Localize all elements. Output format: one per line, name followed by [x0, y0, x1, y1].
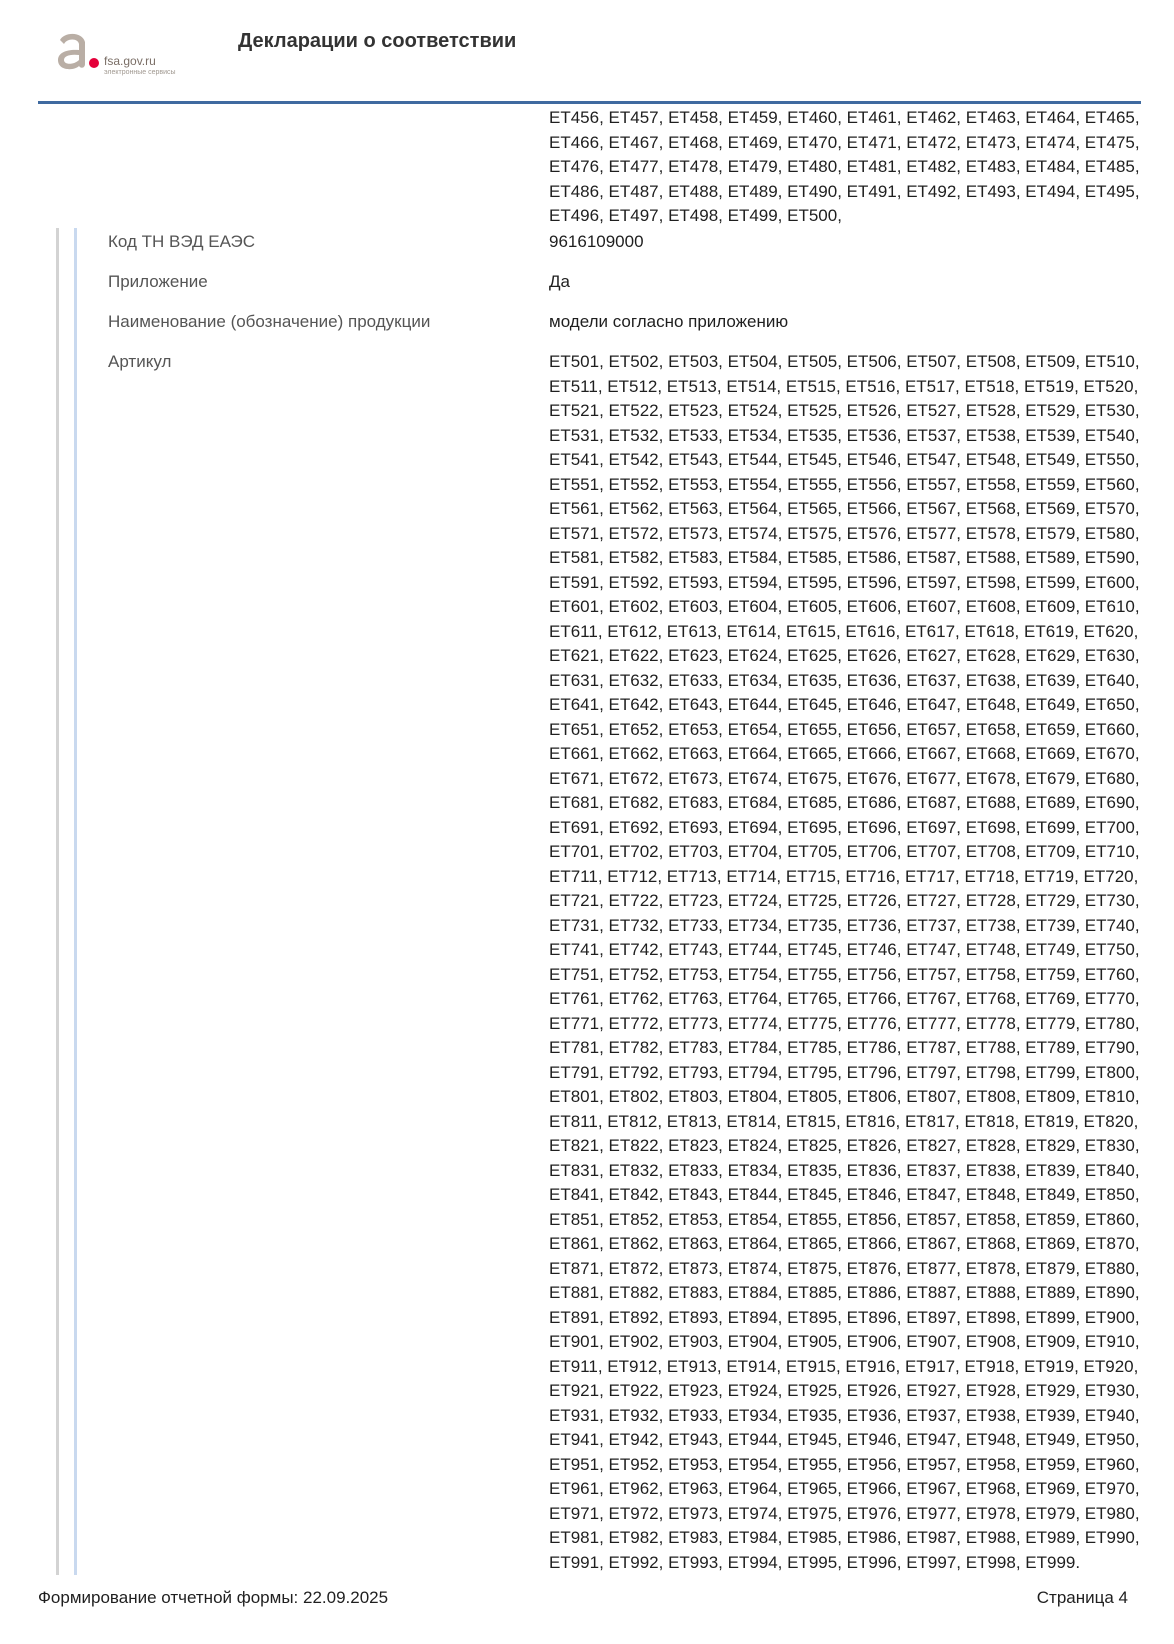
article-value: ET501, ET502, ET503, ET504, ET505, ET506, ET507, ET508, ET509, ET510, ET511, ET512, ET513, ET514, ET515, ET516, ET517, ET518, ET519, ET520, ET521, ET522, ET523, ET524, ET525, ET526, ET527, ET528, ET529, ET530, ET531, ET532, ET533, ET534, ET535, ET536, ET537, ET538, ET539, ET540, ET541, ET542, ET543, ET544, ET545, ET546, ET547, ET548, ET549, ET550, ET551, ET552, ET553, ET554, ET555, ET556, ET557, ET558, ET559, ET560, ET561, ET562, ET563, ET564, ET565, ET566, ET567, ET568, ET569, ET570, ET571, ET572, ET573, ET574, ET575, ET576, ET577, ET578, ET579, ET580, ET581, ET582, ET583, ET584, ET585, ET586, ET587, ET588, ET589, ET590, ET591, ET592, ET593, ET594, ET595, ET596, ET597, ET598, ET599, ET600, ET601, ET602, ET603, ET604, ET605, ET606, ET607, ET608, ET609, ET610, ET611, ET612, ET613, ET614, ET615, ET616, ET617, ET618, ET619, ET620, ET621, ET622, ET623, ET624, ET625, ET626, ET627, ET628, ET629, ET630, ET631, ET632, ET633, ET634, ET635, ET636, ET637, ET638, ET639, ET640, ET641, ET642, ET643, ET644, ET645, ET646, ET647, ET648, ET649, ET650, ET651, ET652, ET653, ET654, ET655, ET656, ET657, ET658, ET659, ET660, ET661, ET662, ET663, ET664, ET665, ET666, ET667, ET668, ET669, ET670, ET671, ET672, ET673, ET674, ET675, ET676, ET677, ET678, ET679, ET680, ET681, ET682, ET683, ET684, ET685, ET686, ET687, ET688, ET689, ET690, ET691, ET692, ET693, ET694, ET695, ET696, ET697, ET698, ET699, ET700, ET701, ET702, ET703, ET704, ET705, ET706, ET707, ET708, ET709, ET710, ET711, ET712, ET713, ET714, ET715, ET716, ET717, ET718, ET719, ET720, ET721, ET722, ET723, ET724, ET725, ET726, ET727, ET728, ET729, ET730, ET731, ET732, ET733, ET734, ET735, ET736, ET737, ET738, ET739, ET740, ET741, ET742, ET743, ET744, ET745, ET746, ET747, ET748, ET749, ET750, ET751, ET752, ET753, ET754, ET755, ET756, ET757, ET758, ET759, ET760, ET761, ET762, ET763, ET764, ET765, ET766, ET767, ET768, ET769, ET770, ET771, ET772, ET773, ET774, ET775, ET776, ET777, ET778, ET779, ET780, ET781, ET782, ET783, ET784, ET785, ET786, ET787, ET788, ET789, ET790, ET791, ET792, ET793, ET794, ET795, ET796, ET797, ET798, ET799, ET800, ET801, ET802, ET803, ET804, ET805, ET806, ET807, ET808, ET809, ET810, ET811, ET812, ET813, ET814, ET815, ET816, ET817, ET818, ET819, ET820, ET821, ET822, ET823, ET824, ET825, ET826, ET827, ET828, ET829, ET830, ET831, ET832, ET833, ET834, ET835, ET836, ET837, ET838, ET839, ET840, ET841, ET842, ET843, ET844, ET845, ET846, ET847, ET848, ET849, ET850, ET851, ET852, ET853, ET854, ET855, ET856, ET857, ET858, ET859, ET860, ET861, ET862, ET863, ET864, ET865, ET866, ET867, ET868, ET869, ET870, ET871, ET872, ET873, ET874, ET875, ET876, ET877, ET878, ET879, ET880, ET881, ET882, ET883, ET884, ET885, ET886, ET887, ET888, ET889, ET890, ET891, ET892, ET893, ET894, ET895, ET896, ET897, ET898, ET899, ET900, ET901, ET902, ET903, ET904, ET905, ET906, ET907, ET908, ET909, ET910, ET911, ET912, ET913, ET914, ET915, ET916, ET917, ET918, ET919, ET920, ET921, ET922, ET923, ET924, ET925, ET926, ET927, ET928, ET929, ET930, ET931, ET932, ET933, ET934, ET935, ET936, ET937, ET938, ET939, ET940, ET941, ET942, ET943, ET944, ET945, ET946, ET947, ET948, ET949, ET950, ET951, ET952, ET953, ET954, ET955, ET956, ET957, ET958, ET959, ET960, ET961, ET962, ET963, ET964, ET965, ET966, ET967, ET968, ET969, ET970, ET971, ET972, ET973, ET974, ET975, ET976, ET977, ET978, ET979, ET980, ET981, ET982, ET983, ET984, ET985, ET986, ET987, ET988, ET989, ET990, ET991, ET992, ET993, ET994, ET995, ET996, ET997, ET998, ET999.: [549, 352, 1140, 1572]
code-value: 9616109000: [549, 232, 644, 251]
appendix-label: Приложение: [108, 272, 208, 291]
header-divider: [38, 101, 1141, 104]
fsa-logo-icon: [52, 28, 94, 72]
article-label: Артикул: [108, 352, 172, 371]
page-number: Страница 4: [1036, 1588, 1128, 1607]
product-name-value: модели согласно приложению: [549, 312, 789, 331]
logo-subtitle: электронные сервисы: [104, 69, 176, 76]
page-header: [0, 0, 1174, 108]
section-bar-inner: [74, 228, 77, 1575]
logo-site-text: fsa.gov.ru: [104, 54, 156, 68]
articles-continued-value: ET456, ET457, ET458, ET459, ET460, ET461, ET462, ET463, ET464, ET465, ET466, ET467, ET468, ET469, ET470, ET471, ET472, ET473, ET474, ET475, ET476, ET477, ET478, ET479, ET480, ET481, ET482, ET483, ET484, ET485, ET486, ET487, ET488, ET489, ET490, ET491, ET492, ET493, ET494, ET495, ET496, ET497, ET498, ET499, ET500,: [549, 108, 1140, 225]
report-date: Формирование отчетной формы: 22.09.2025: [38, 1588, 389, 1607]
page-title: Декларации о соответствии: [238, 30, 517, 52]
section-bar-outer: [56, 228, 59, 1575]
product-name-label: Наименование (обозначение) продукции: [108, 312, 431, 331]
fsa-logo[interactable]: [52, 28, 202, 78]
appendix-value: Да: [549, 272, 570, 291]
logo-dot: [89, 58, 99, 68]
code-label: Код ТН ВЭД ЕАЭС: [108, 232, 256, 251]
